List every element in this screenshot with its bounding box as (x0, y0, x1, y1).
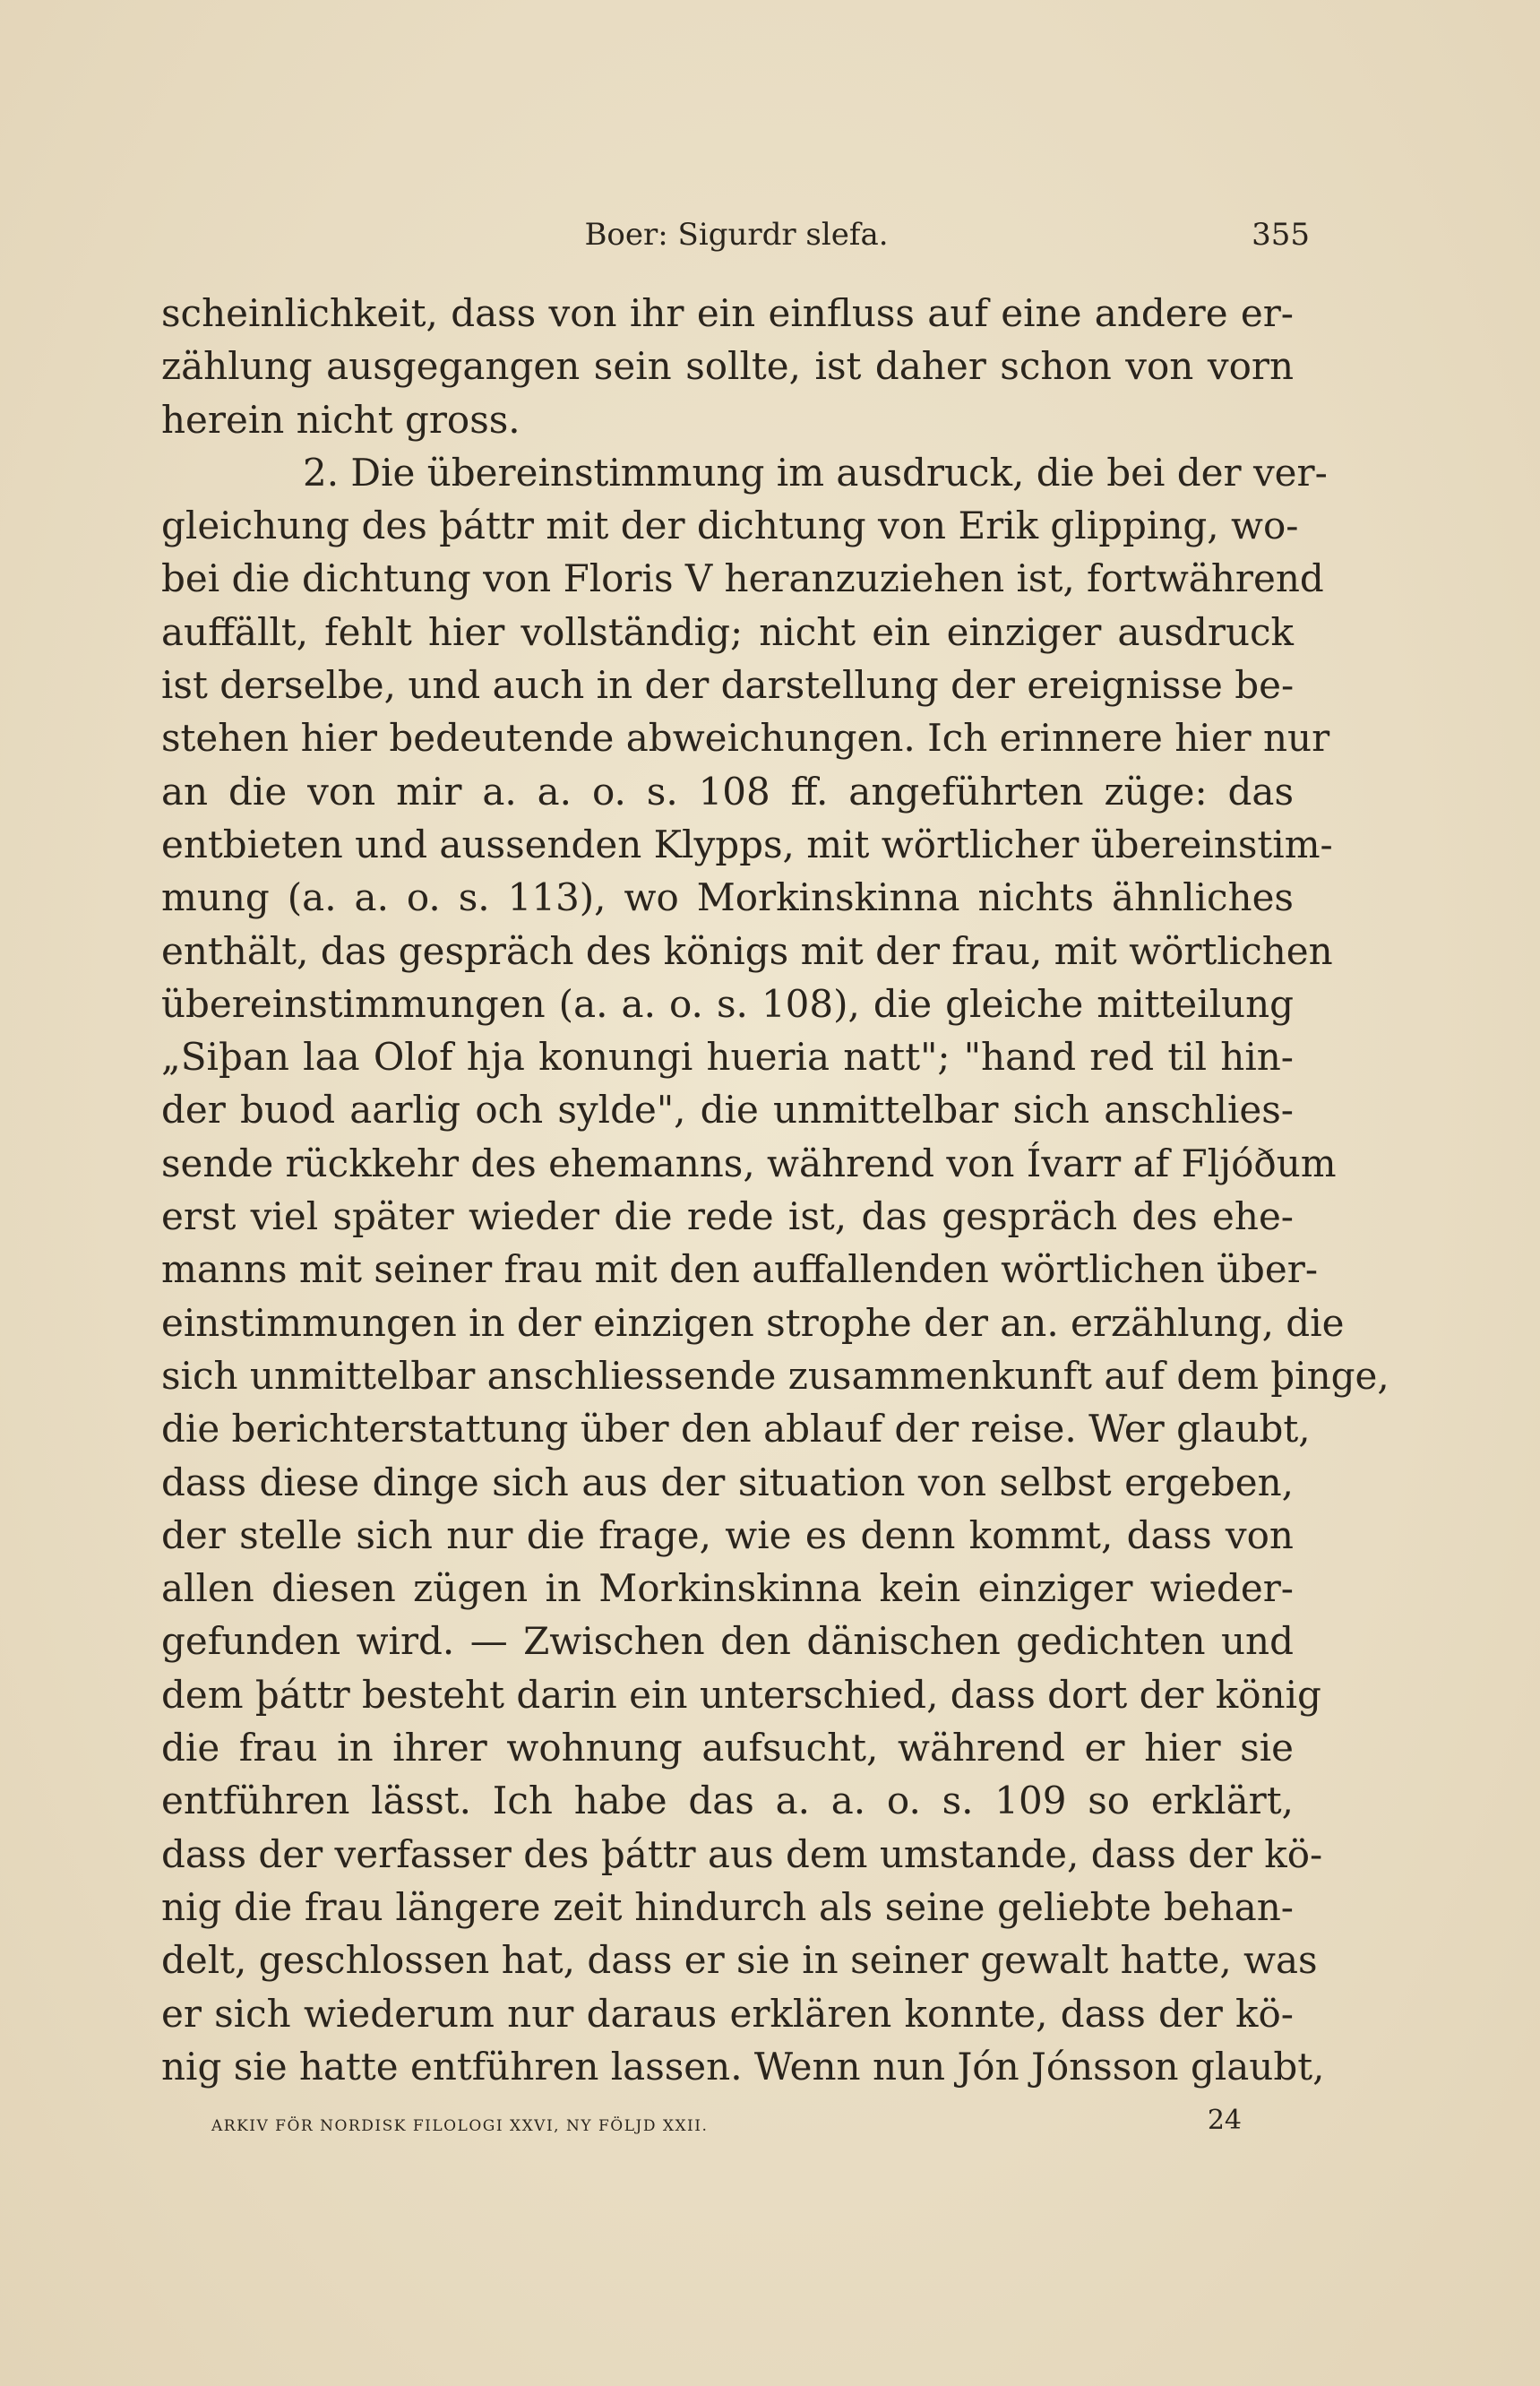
text-line: mung (a. a. o. s. 113), wo Morkinskinna nichts ähnliches (161, 875, 1294, 920)
text-line: die berichterstattung über den ablauf der reise. Wer glaubt, (161, 1407, 1311, 1451)
text-line: sende rückkehr des ehemanns, während von Ívarr af Fljóðum (161, 1141, 1337, 1185)
text-line: nig die frau längere zeit hindurch als seine geliebte behan- (161, 1884, 1294, 1929)
text-line: enthält, das gespräch des königs mit der frau, mit wörtlichen (161, 928, 1333, 973)
text-line: scheinlichkeit, dass von ihr ein einfluss auf eine andere er- (161, 291, 1294, 335)
text-line: gefunden wird. — Zwischen den dänischen gedichten und (161, 1619, 1294, 1664)
text-line: gleichung des þáttr mit der dichtung von Erik glipping, wo- (161, 504, 1299, 548)
text-line: delt, geschlossen hat, dass er sie in seiner gewalt hatte, was (161, 1938, 1318, 1983)
text-line: zählung ausgegangen sein sollte, ist daher schon von vorn (161, 344, 1294, 389)
body-text (161, 287, 1389, 2093)
text-line: dass der verfasser des þáttr aus dem umstande, dass der kö- (161, 1831, 1323, 1876)
sheet-number: 24 (1207, 2105, 1242, 2136)
running-header (163, 217, 1310, 262)
text-line: entbieten und aussenden Klypps, mit wörtlicher übereinstim- (161, 822, 1333, 866)
running-title: Boer: Sigurdr slefa. (584, 217, 889, 253)
text-line: nig sie hatte entführen lassen. Wenn nun Jón Jónsson glaubt, (161, 2044, 1325, 2089)
text-line: stehen hier bedeutende abweichungen. Ich erinnere hier nur (161, 716, 1330, 761)
text-line: sich unmittelbar anschliessende zusammenkunft auf dem þinge, (161, 1353, 1389, 1398)
text-line: einstimmungen in der einzigen strophe der an. erzählung, die (161, 1300, 1345, 1345)
footer (211, 2105, 1242, 2141)
text-line: entführen lässt. Ich habe das a. a. o. s. 109 so erklärt, (161, 1779, 1294, 1823)
text-line: 2. Die übereinstimmung im ausdruck, die bei der ver- (303, 450, 1328, 495)
page-number: 355 (1252, 217, 1310, 253)
text-line: „Siþan laa Olof hja konungi hueria natt"; "hand red til hin- (161, 1035, 1294, 1080)
footer-signature: ARKIV FÖR NORDISK FILOLOGI XXVI, NY FÖLJD XXII. (211, 2117, 709, 2135)
text-line: er sich wiederum nur daraus erklären konnte, dass der kö- (161, 1991, 1294, 2036)
text-line: der buod aarlig och sylde", die unmittelbar sich anschlies- (161, 1088, 1294, 1133)
text-line: auffällt, fehlt hier vollständig; nicht ein einziger ausdruck (161, 609, 1294, 654)
text-line: erst viel später wieder die rede ist, das gespräch des ehe- (161, 1194, 1294, 1239)
text-line: herein nicht gross. (161, 397, 521, 442)
text-line: dass diese dinge sich aus der situation von selbst ergeben, (161, 1460, 1294, 1504)
text-line: der stelle sich nur die frage, wie es denn kommt, dass von (161, 1512, 1294, 1557)
text-line: ist derselbe, und auch in der darstellung der ereignisse be- (161, 663, 1295, 708)
text-line: allen diesen zügen in Morkinskinna kein einziger wieder- (161, 1566, 1294, 1611)
text-line: an die von mir a. a. o. s. 108 ff. angeführten züge: das (161, 769, 1294, 814)
text-line: die frau in ihrer wohnung aufsucht, während er hier sie (161, 1726, 1294, 1770)
text-line: übereinstimmungen (a. a. o. s. 108), die gleiche mitteilung (161, 981, 1294, 1026)
text-line: dem þáttr besteht darin ein unterschied, dass dort der könig (161, 1672, 1321, 1717)
text-line: manns mit seiner frau mit den auffallenden wörtlichen über- (161, 1247, 1319, 1292)
text-line: bei die dichtung von Floris V heranzuziehen ist, fortwährend (161, 556, 1324, 601)
